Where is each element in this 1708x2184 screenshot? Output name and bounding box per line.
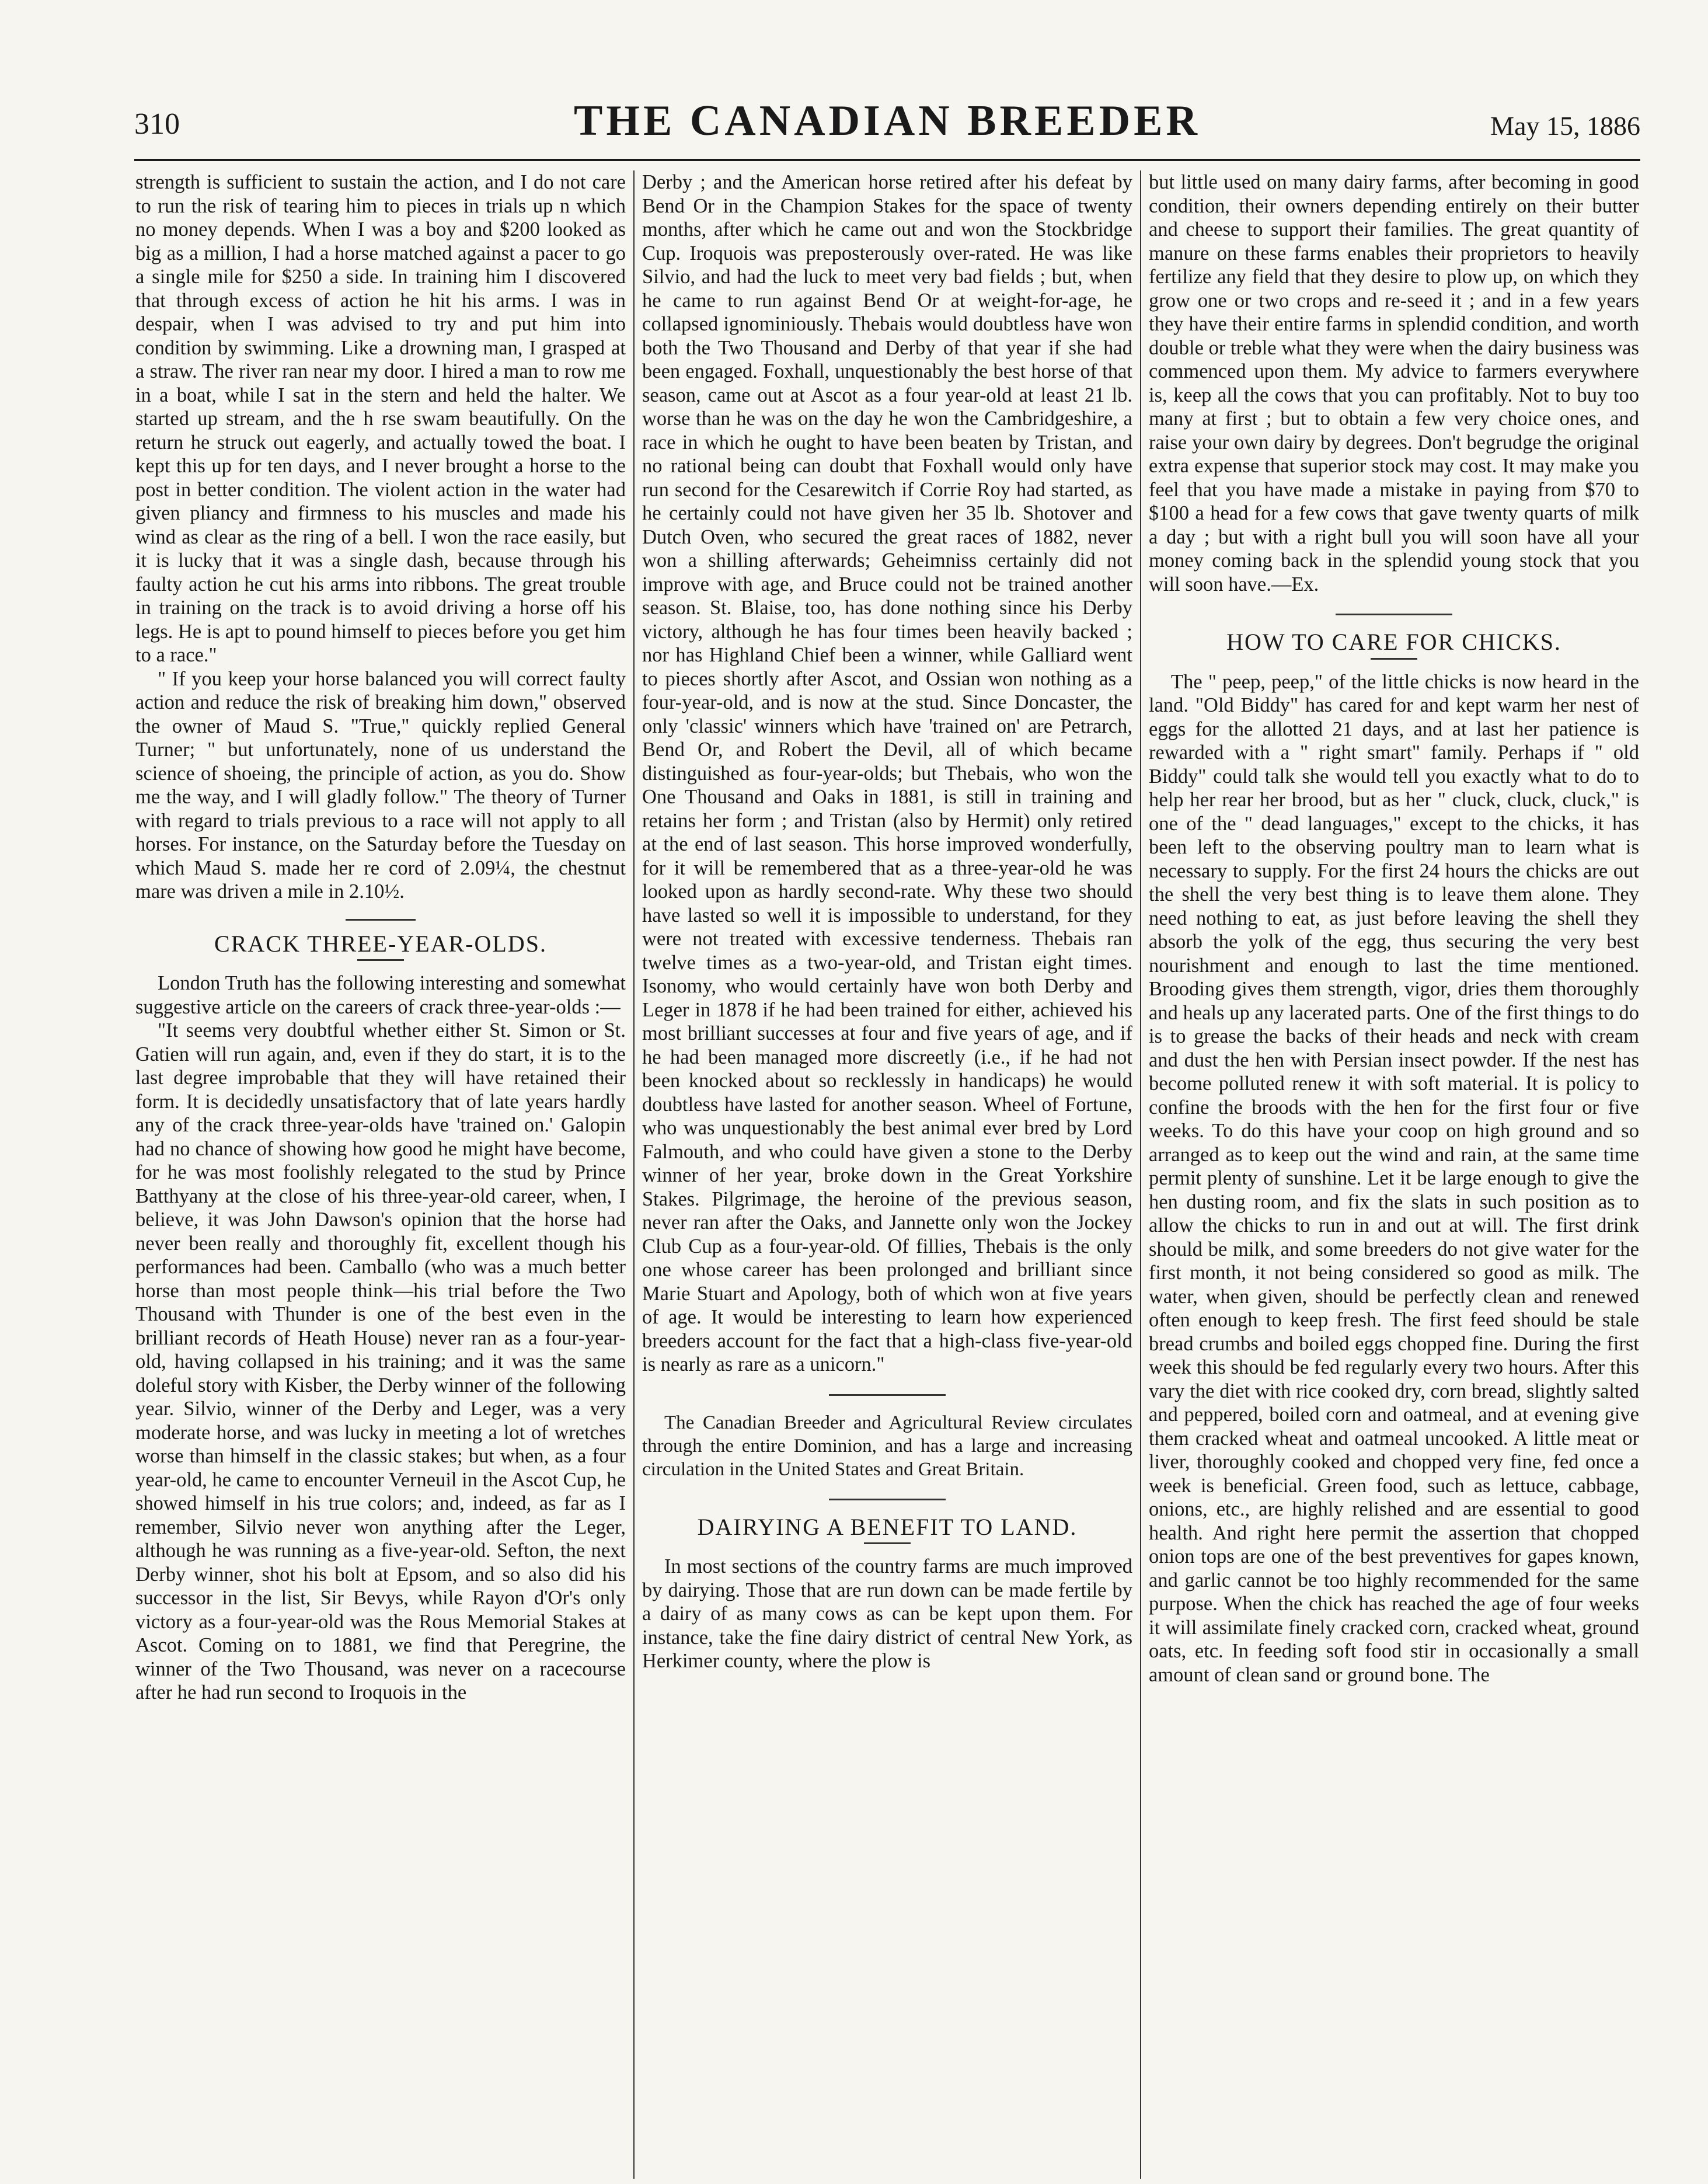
column-divider	[1140, 170, 1141, 2179]
article-heading: DAIRYING A BENEFIT TO LAND.	[697, 1513, 1078, 1540]
section-divider	[829, 1499, 946, 1500]
article-paragraph: London Truth has the following interesting and somewhat suggestive article on the careers of crack three-year-olds :—	[135, 972, 626, 1018]
column-1	[135, 170, 626, 2179]
section-divider	[829, 1394, 946, 1396]
article-paragraph: " If you keep your horse balanced you will correct faulty action and reduce the risk of breaking him down," observed the owner of Maud S. "True," quickly replied General Turner; " but unfortunately, none of us understand the science of shoeing, the principle of action, as you do. Show me the way, and I will gladly follow." The theory of Turner with regard to trials previous to a race will not apply to all horses. For instance, on the Saturday before the Tuesday on which Maud S. made her re cord of 2.09¼, the chestnut mare was driven a mile in 2.10½.	[135, 667, 626, 903]
section-divider	[1336, 614, 1452, 615]
page-number: 310	[134, 107, 180, 141]
article-paragraph: The " peep, peep," of the little chicks is now heard in the land. "Old Biddy" has cared for and kept warm her nest of eggs for the allotted 21 days, and at last her patience is rewarded with a " right smart" family. Perhaps if " old Biddy" could talk she would tell you exactly what to do to help her rear her brood, but as her " cluck, cluck, cluck," is one of the " dead languages," except to the chicks, it has been left to the observing poultry man to learn what is necessary to supply. For the first 24 hours the chicks are out the shell the very best thing is to leave them alone. They need nothing to eat, as just before leaving the shell they absorb the yolk of the egg, thus securing the very best nourishment and enough to last the time mentioned. Brooding gives them strength, vigor, dries them thoroughly and heals up any lacerated parts. One of the first things to do is to grease the backs of their heads and neck with cream and dust the hen with Persian insect powder. If the nest has become polluted renew it with soft material. It is policy to confine the broods with the hen for the first four or five weeks. To do this have your coop on high ground and so arranged as to keep out the wind and rain, at the same time permit plenty of sunshine. Let it be large enough to give the hen dusting room, and fix the slats in such position as to allow the chicks to run in and out at will. The first drink should be milk, and some breeders do not give water for the first month, it not being considered so good as milk. The water, when given, should be perfectly clean and renewed often enough to keep fresh. The first feed should be stale bread crumbs and boiled eggs chopped fine. During the first week this should be fed regularly every two hours. After this vary the diet with rice cooked dry, corn bread, slightly salted and peppered, boiled corn and oatmeal, and at evening give them cracked wheat and oatmeal uncooked. A little meat or liver, thoroughly cooked and chopped very fine, fed once a week is beneficial. Green food, such as lettuce, cabbage, onions, etc., are highly relished and are essential to good health. And right here permit the assertion that chopped onion tops are one of the best preventives for gapes known, and garlic cannot be too highly recommended for the same purpose. When the chick has reached the age of four weeks it will assimilate finely cracked corn, cracked wheat, ground oats, etc. In feeding soft food stir in occasionally a small amount of clean sand or ground bone. The	[1149, 670, 1639, 1686]
article-heading: CRACK THREE-YEAR-OLDS.	[214, 930, 547, 957]
section-divider	[1371, 658, 1417, 660]
section-divider	[346, 919, 416, 921]
issue-date: May 15, 1886	[1490, 111, 1640, 141]
article-paragraph: strength is sufficient to sustain the action, and I do not care to run the risk of tearing him to pieces in trials up n which no money depends. When I was a boy and $200 looked as big as a million, I had a horse matched against a pacer to go a single mile for $250 a side. In training him I discovered that through excess of action he hit his arms. I was in despair, when I was advised to try and put him into condition by swimming. Like a drowning man, I grasped at a straw. The river ran near my door. I hired a man to row me in a boat, while I sat in the stern and held the halter. We started up stream, and the h rse swam beautifully. On the return he struck out eagerly, and actually towed the boat. I kept this up for ten days, and I never brought a horse to the post in better condition. The violent action in the water had given pliancy and firmness to his muscles and made his wind as clear as the ring of a bell. I won the race easily, but it is lucky that it was a single dash, because through his faulty action he cut his arms into ribbons. The great trouble in training on the track is to avoid driving a horse off his legs. He is apt to pound himself to pieces before you get him to a race."	[135, 171, 626, 666]
article-paragraph: In most sections of the country farms are much improved by dairying. Those that are run down can be made fertile by a dairy of as many cows as can be kept upon them. For instance, take the fine dairy district of central New York, as Herkimer county, where the plow is	[642, 1555, 1132, 1672]
section-divider	[864, 1542, 911, 1544]
masthead: THE CANADIAN BREEDER	[574, 97, 1201, 145]
header-rule	[134, 159, 1640, 161]
page-header	[134, 96, 1640, 149]
section-divider	[357, 959, 404, 961]
circulation-notice: The Canadian Breeder and Agricultural Review circulates through the entire Dominion, and has a large and increasing circulation in the United States and Great Britain.	[642, 1412, 1132, 1480]
article-paragraph: but little used on many dairy farms, after becoming in good condition, their owners depending entirely on their butter and cheese to support their families. The great quantity of manure on these farms enables their proprietors to heavily fertilize any field that they desire to plow up, on which they grow one or two crops and re-seed it ; and in a few years they have their entire farms in splendid condition, and worth double or treble what they were when the dairy business was commenced upon them. My advice to farmers everywhere is, keep all the cows that you can profitably. Not to buy too many at first ; but to obtain a few very choice ones, and raise your own dairy by degrees. Don't begrudge the original extra expense that superior stock may cost. It may make you feel that you have made a mistake in paying from $70 to $100 a head for a few cows that gave twenty quarts of milk a day ; but with a right bull you will soon have all your money coming back in the splendid young stock that you will soon have.—Ex.	[1149, 171, 1639, 595]
article-paragraph: Derby ; and the American horse retired after his defeat by Bend Or in the Champion Stakes for the space of twenty months, after which he came out and won the Stockbridge Cup. Iroquois was preposterously over-rated. He was like Silvio, and had the luck to meet very bad fields ; but, when he came to run against Bend Or at weight-for-age, he collapsed ignominiously. Thebais would doubtless have won both the Two Thousand and Derby of that year if she had been engaged. Foxhall, unquestionably the best horse of that season, came out at Ascot as a four year-old at least 21 lb. worse than he was on the day he won the Cambridgeshire, a race in which he ought to have been beaten by Tristan, and no rational being can doubt that Foxhall would only have run second for the Cesarewitch if Corrie Roy had started, as he certainly could not have given her 35 lb. Shotover and Dutch Oven, who secured the great races of 1882, never won a shilling afterwards; Geheimniss certainly did not improve with age, and Bruce could not be trained another season. St. Blaise, too, has done nothing since his Derby victory, although he has four times been heavily backed ; nor has Highland Chief been a winner, while Galliard went to pieces shortly after Ascot, and Ossian won nothing as a four-year-old, and is now at the stud. Since Doncaster, the only 'classic' winners which have 'trained on' are Petrarch, Bend Or, and Robert the Devil, all of which became distinguished as four-year-olds; but Thebais, who won the One Thousand and Oaks in 1881, is still in training and retains her form ; and Tristan (also by Hermit) only retired at the end of last season. This horse improved wonderfully, for it will be remembered that as a three-year-old he was looked upon as hardly second-rate. Why these two should have lasted so well it is impossible to understand, for they were not treated with excessive tenderness. Thebais ran twelve times as a two-year-old, and Tristan eight times. Isonomy, who would certainly have won both Derby and Leger in 1878 if he had been trained for either, achieved his most brilliant successes at four and five years of age, and if he had been managed more discreetly (i.e., if he had not been knocked about so recklessly in handicaps) he would doubtless have lasted for another season. Wheel of Fortune, who was unquestionably the best animal ever bred by Lord Falmouth, and who could have given a stone to the Derby winner of her year, broke down in the Great Yorkshire Stakes. Pilgrimage, the heroine of the previous season, never ran after the Oaks, and Jannette only won the Jockey Club Cup as a four-year-old. Of fillies, Thebais is the only one whose career has been prolonged and brilliant since Marie Stuart and Apology, both of which won at five years of age. It would be interesting to learn how experienced breeders account for the fact that a high-class five-year-old is nearly as rare as a unicorn."	[642, 171, 1132, 1375]
article-heading: HOW TO CARE FOR CHICKS.	[1226, 629, 1561, 655]
column-divider	[633, 170, 635, 2179]
column-2	[642, 170, 1132, 2179]
column-3	[1149, 170, 1639, 2179]
article-paragraph: "It seems very doubtful whether either St. Simon or St. Gatien will run again, and, even if they do start, it is to the last degree improbable that they will have retained their form. It is decidedly unsatisfactory that of late years hardly any of the crack three-year-olds have 'trained on.' Galopin had no chance of showing how good he might have become, for he was most foolishly relegated to the stud by Prince Batthyany at the close of his three-year-old career, when, I believe, it was John Dawson's opinion that the horse had never been really and thoroughly fit, excellent though his performances had been. Camballo (who was a much better horse than most people think—his trial before the Two Thousand with Thunder is one of the best even in the brilliant records of Heath House) never ran as a four-year-old, having collapsed in his training; and it was the same doleful story with Kisber, the Derby winner of the following year. Silvio, winner of the Derby and Leger, was a very moderate horse, and was lucky in meeting a lot of wretches worse than himself in the classic stakes; but when, as a four year-old, he came to encounter Verneuil in the Ascot Cup, he showed himself in his true colors; and, indeed, as far as I remember, Silvio never won anything after the Leger, although he was running as a five-year-old. Sefton, the next Derby winner, shot his bolt at Epsom, and so also did his successor in the list, Sir Bevys, while Rayon d'Or's only victory as a four-year-old was the Rous Memorial Stakes at Ascot. Coming on to 1881, we find that Peregrine, the winner of the Two Thousand, was never on a racecourse after he had run second to Iroquois in the	[135, 1019, 626, 1704]
